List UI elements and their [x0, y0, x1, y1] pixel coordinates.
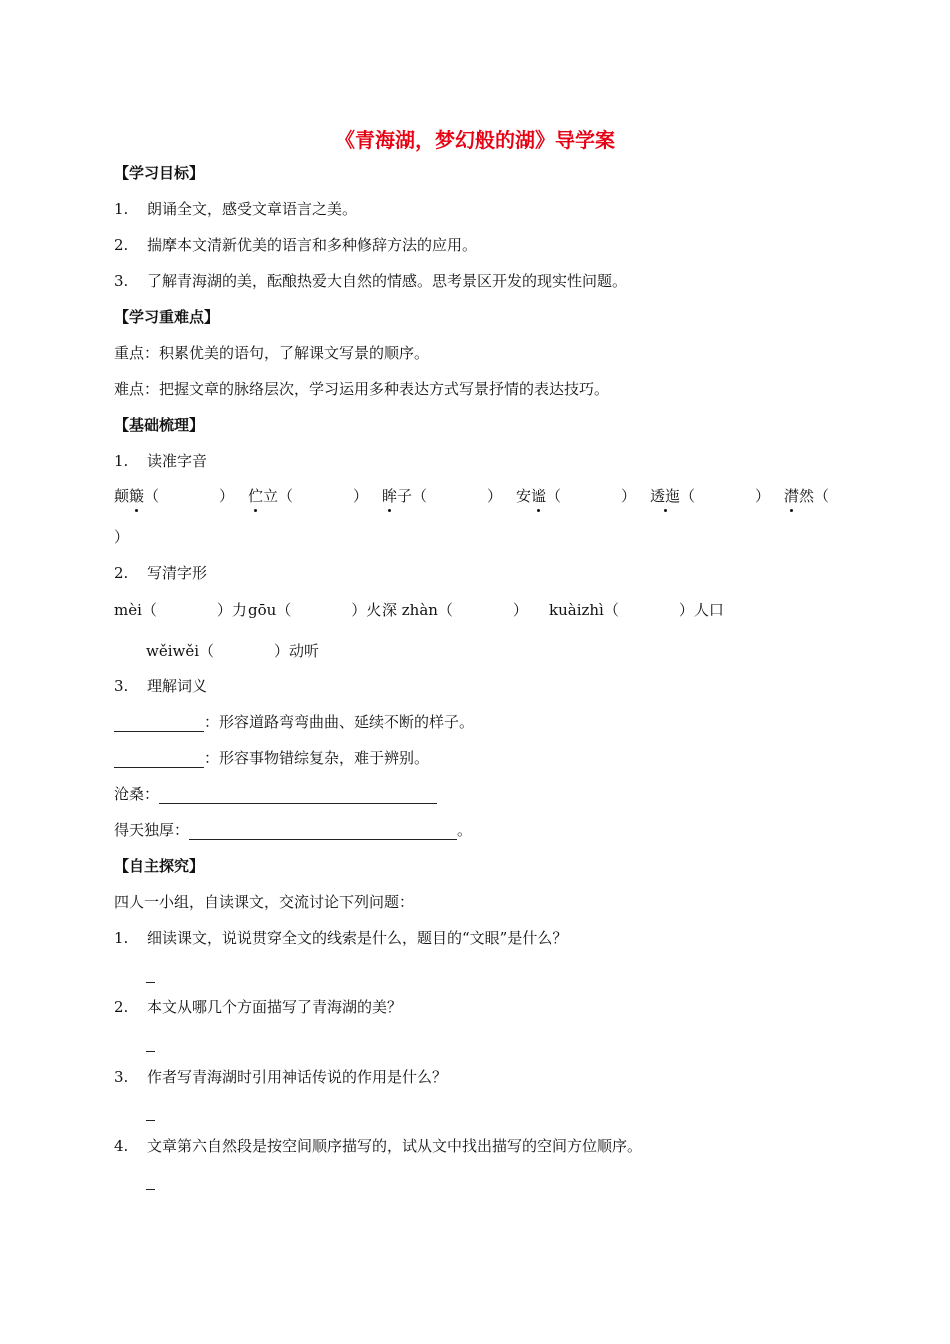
goal-num: 2. [114, 236, 129, 254]
goal-item [114, 199, 357, 219]
definition-text: ：形容事物错综复杂，难于辨别。 [204, 749, 430, 767]
answer-line[interactable] [146, 1051, 155, 1052]
question-num: 2. [114, 564, 129, 582]
term-line [114, 820, 472, 840]
answer-blank[interactable]: （ ） [680, 487, 771, 505]
answer-blank[interactable] [114, 715, 204, 732]
explore-question [114, 997, 402, 1017]
question-meanings [114, 676, 207, 696]
answer-blank[interactable] [114, 751, 204, 768]
word-part: 安 [516, 487, 532, 505]
question-text: 文章第六自然段是按空间顺序描写的，试从文中找出描写的空间方位顺序。 [147, 1137, 643, 1155]
pronunciation-item [114, 485, 234, 506]
explore-intro: 四人一小组，自读课文，交流讨论下列问题： [114, 893, 415, 911]
goal-text: 了解青海湖的美，酝酿热爱大自然的情感。思考景区开发的现实性问题。 [147, 272, 628, 290]
question-text: 细读课文，说说贯穿全文的线索是什么，题目的“文眼”是什么？ [147, 929, 568, 947]
word-part: 立 [263, 487, 279, 505]
question-text: 作者写青海湖时引用神话传说的作用是什么？ [147, 1068, 448, 1086]
answer-blank[interactable]: （ ） [144, 487, 235, 505]
goal-text: 朗诵全文，感受文章语言之美。 [147, 200, 358, 218]
answer-blank[interactable] [159, 787, 437, 804]
question-text: 理解词义 [147, 677, 208, 695]
shape-item[interactable]: kuàizhì（ ）人口 [549, 601, 724, 619]
answer-blank[interactable]: （ ） [412, 487, 503, 505]
term-label: 得天独厚： [114, 821, 190, 839]
shape-item[interactable]: mèi（ ）力 [114, 601, 247, 619]
question-num: 3. [114, 677, 129, 695]
question-num: 1. [114, 929, 129, 947]
answer-blank[interactable]: （ [814, 487, 830, 505]
question-num: 2. [114, 998, 129, 1016]
definition-line [114, 748, 429, 768]
goal-item [114, 271, 627, 291]
answer-blank[interactable] [189, 823, 457, 840]
question-num: 3. [114, 1068, 129, 1086]
question-pronunciation [114, 451, 207, 471]
answer-line[interactable] [146, 1120, 155, 1121]
question-text: 本文从哪几个方面描写了青海湖的美？ [147, 998, 403, 1016]
goal-item [114, 235, 477, 255]
difficulty-text: 难点：把握文章的脉络层次，学习运用多种表达方式写景抒情的表达技巧。 [114, 380, 610, 398]
pronunciation-item [248, 485, 368, 506]
focus-text: 重点：积累优美的语句，了解课文写景的顺序。 [114, 344, 430, 362]
term-end: 。 [457, 821, 473, 839]
pronunciation-wrap: ） [114, 528, 130, 546]
explore-question [114, 1136, 642, 1156]
answer-line[interactable] [146, 1189, 155, 1190]
word-part: 子 [397, 487, 413, 505]
section-heading-explore: 【自主探究】 [114, 857, 205, 875]
dotted-char: 眸 [382, 487, 398, 505]
dotted-char: 潸 [784, 487, 800, 505]
question-num: 4. [114, 1137, 129, 1155]
question-shapes [114, 563, 207, 583]
goal-num: 1. [114, 200, 129, 218]
shape-item[interactable]: wěiwěi（ ）动听 [146, 642, 320, 660]
definition-line [114, 712, 474, 732]
word-part: 然 [799, 487, 815, 505]
definition-text: ：形容道路弯弯曲曲、延续不断的样子。 [204, 713, 475, 731]
pronunciation-item [650, 485, 770, 506]
pronunciation-item [382, 485, 502, 506]
dotted-char: 簸 [129, 487, 145, 505]
dotted-char: 伫 [248, 487, 264, 505]
goal-text: 揣摩本文清新优美的语言和多种修辞方法的应用。 [147, 236, 478, 254]
pronunciation-item [516, 485, 636, 506]
question-num: 1. [114, 452, 129, 470]
term-label: 沧桑： [114, 785, 160, 803]
section-heading-key-points: 【学习重难点】 [114, 308, 220, 326]
shape-item[interactable]: gōu（ ）火 [248, 601, 382, 619]
section-heading-basics: 【基础梳理】 [114, 416, 205, 434]
answer-blank[interactable]: （ ） [278, 487, 369, 505]
question-text: 写清字形 [147, 564, 208, 582]
pronunciation-item [784, 485, 829, 506]
shape-item[interactable]: 深 zhàn（ ） [382, 601, 528, 619]
section-heading-goals: 【学习目标】 [114, 164, 205, 182]
dotted-char: 透迤 [650, 487, 681, 505]
page-title: 《青海湖，梦幻般的湖》导学案 [335, 128, 615, 152]
term-line [114, 784, 437, 804]
goal-num: 3. [114, 272, 129, 290]
answer-line[interactable] [146, 982, 155, 983]
dotted-char: 谧 [531, 487, 547, 505]
explore-question [114, 928, 567, 948]
question-text: 读准字音 [147, 452, 208, 470]
word-part: 颠 [114, 487, 130, 505]
explore-question [114, 1067, 447, 1087]
answer-blank[interactable]: （ ） [546, 487, 637, 505]
